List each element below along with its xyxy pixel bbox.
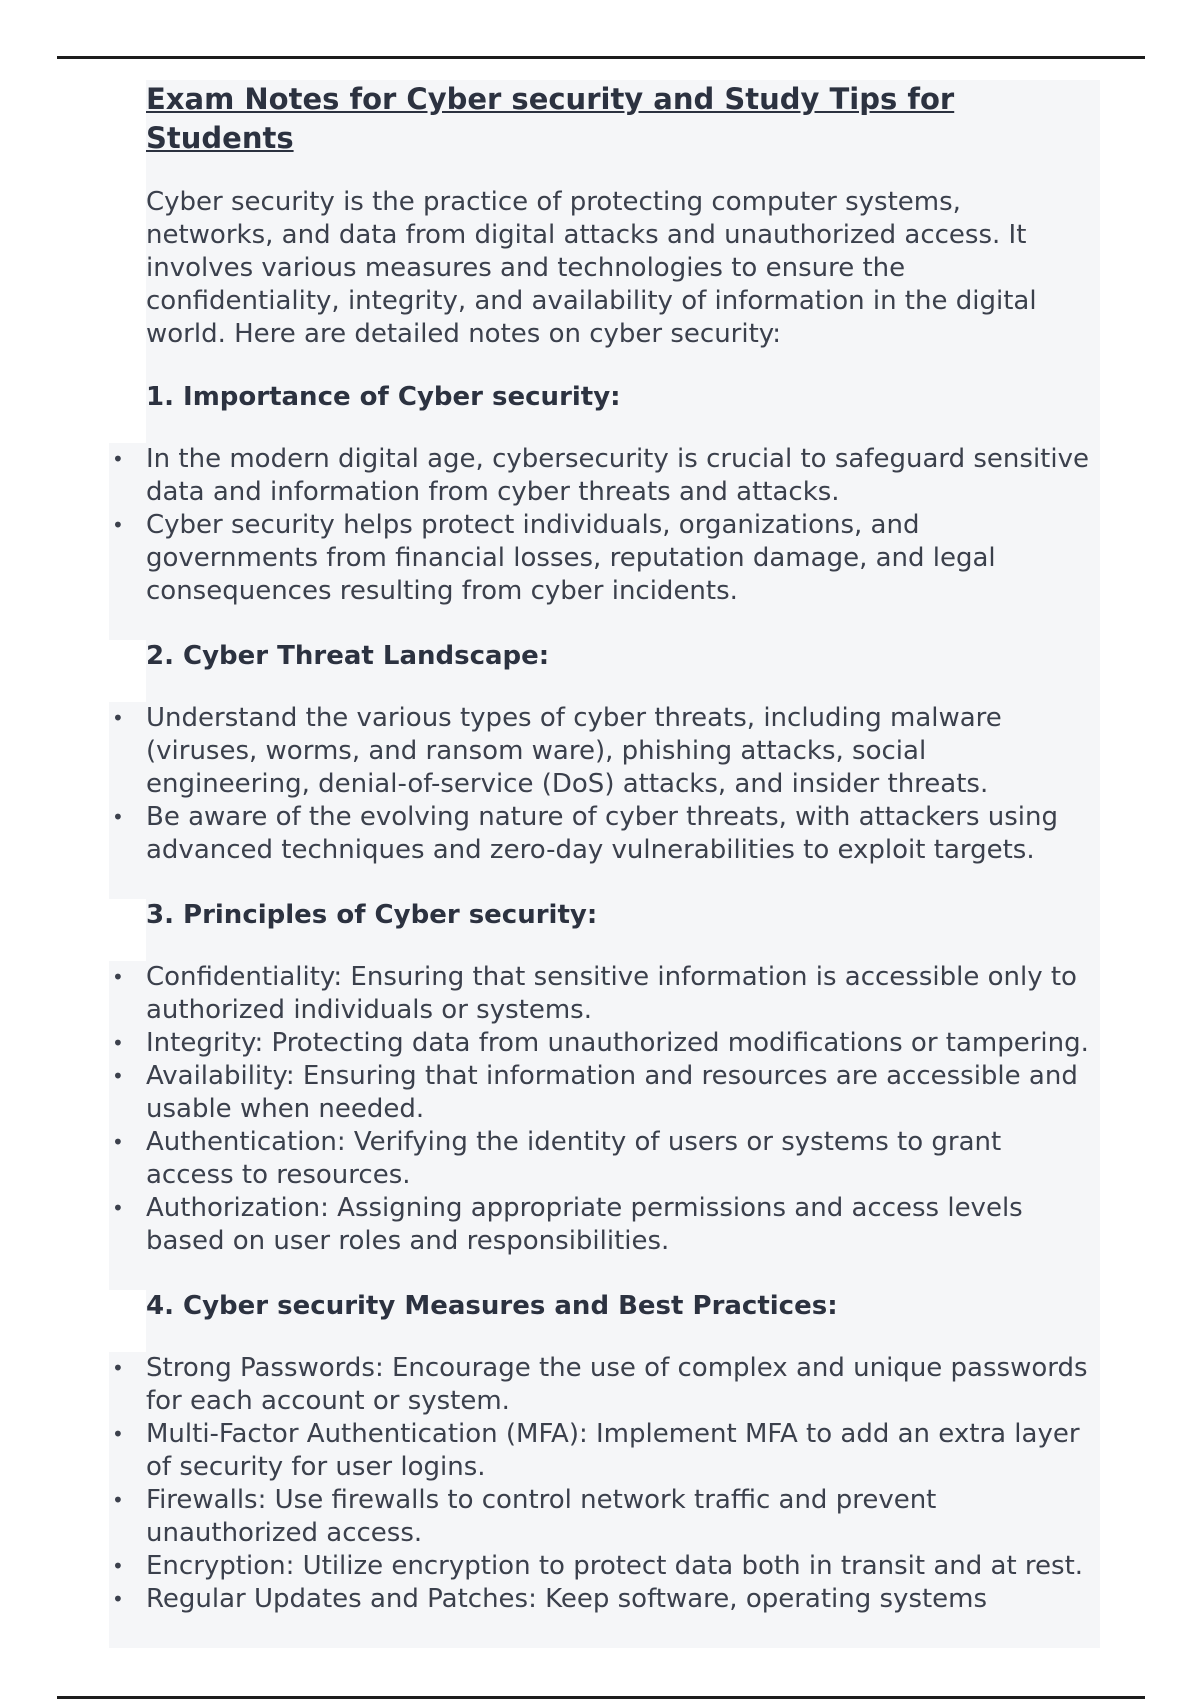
list-item-text: Be aware of the evolving nature of cyber threats, with attackers using advanced techniques and zero-day vulnerabilities to exploit targets.	[146, 802, 1058, 865]
list-item-text: Integrity: Protecting data from unauthorized modifications or tampering.	[146, 1028, 1089, 1058]
section-heading: 2. Cyber Threat Landscape:	[146, 641, 550, 671]
section-heading-block	[146, 899, 1100, 961]
list-item	[112, 1060, 1092, 1126]
section-heading: 1. Importance of Cyber security:	[146, 382, 621, 412]
list-item-text: Encryption: Utilize encryption to protect data both in transit and at rest.	[146, 1551, 1084, 1581]
bullet-icon: •	[112, 1587, 124, 1611]
list-item	[112, 1484, 1092, 1550]
bullet-icon: •	[112, 447, 124, 471]
bullet-icon: •	[112, 1554, 124, 1578]
list-item-text: Availability: Ensuring that information and resources are accessible and usable when needed.	[146, 1061, 1078, 1124]
list-item	[112, 1550, 1092, 1583]
list-item-text: Authorization: Assigning appropriate permissions and access levels based on user roles and responsibilities.	[146, 1193, 1023, 1256]
bullet-icon: •	[112, 1196, 124, 1220]
list-item	[112, 1192, 1092, 1258]
section-heading: 3. Principles of Cyber security:	[146, 900, 598, 930]
bullet-icon: •	[112, 1356, 124, 1380]
bullet-list	[109, 1352, 1100, 1648]
document-title: Exam Notes for Cyber security and Study Tips for Students	[146, 82, 955, 155]
list-item	[112, 1583, 1092, 1616]
list-item-text: Confidentiality: Ensuring that sensitive information is accessible only to authorized individuals or systems.	[146, 962, 1077, 1025]
bullet-icon: •	[112, 1130, 124, 1154]
list-item-text: In the modern digital age, cybersecurity is crucial to safeguard sensitive data and information from cyber threats and attacks.	[146, 444, 1089, 507]
section-heading-block	[146, 1290, 1100, 1352]
list-item-text: Multi-Factor Authentication (MFA): Implement MFA to add an extra layer of security for user logins.	[146, 1419, 1080, 1482]
section-heading: 4. Cyber security Measures and Best Practices:	[146, 1291, 838, 1321]
list-item	[112, 1027, 1092, 1060]
document-body	[109, 80, 1100, 1648]
list-item	[112, 801, 1092, 867]
bullet-icon: •	[112, 1031, 124, 1055]
bullet-icon: •	[112, 965, 124, 989]
list-item-text: Understand the various types of cyber threats, including malware (viruses, worms, and ransom ware), phishing attacks, social engineering, denial-of-service (DoS) attacks, and insider threats.	[146, 703, 1002, 799]
list-item	[112, 961, 1092, 1027]
sections	[109, 381, 1100, 1648]
list-item	[112, 1126, 1092, 1192]
bullet-list	[109, 702, 1100, 899]
section-heading-block	[146, 381, 1100, 443]
section-heading-block	[146, 640, 1100, 702]
list-item	[112, 1418, 1092, 1484]
list-item-text: Regular Updates and Patches: Keep software, operating systems	[146, 1584, 988, 1614]
page-top-rule	[57, 56, 1145, 59]
bullet-list	[109, 961, 1100, 1290]
title-block	[146, 80, 1100, 381]
bullet-icon: •	[112, 1488, 124, 1512]
list-item-text: Strong Passwords: Encourage the use of complex and unique passwords for each account or system.	[146, 1353, 1088, 1416]
list-item-text: Authentication: Verifying the identity of users or systems to grant access to resources.	[146, 1127, 1002, 1190]
bullet-icon: •	[112, 706, 124, 730]
bullet-list	[109, 443, 1100, 640]
list-item	[112, 1352, 1092, 1418]
list-item	[112, 443, 1092, 509]
list-item	[112, 702, 1092, 801]
bullet-icon: •	[112, 513, 124, 537]
bullet-icon: •	[112, 805, 124, 829]
bullet-icon: •	[112, 1422, 124, 1446]
intro-paragraph: Cyber security is the practice of protecting computer systems, networks, and data from digital attacks and unauthorized access. It involves various measures and technologies to ensure the confidentiality, integrity, and availability of information in the digital world. Here are detailed notes on cyber security:	[146, 187, 1037, 349]
list-item	[112, 509, 1092, 608]
list-item-text: Firewalls: Use firewalls to control network traffic and prevent unauthorized access.	[146, 1485, 937, 1548]
list-item-text: Cyber security helps protect individuals, organizations, and governments from financial losses, reputation damage, and legal consequences resulting from cyber incidents.	[146, 510, 996, 606]
page-bottom-rule	[57, 1696, 1145, 1699]
bullet-icon: •	[112, 1064, 124, 1088]
